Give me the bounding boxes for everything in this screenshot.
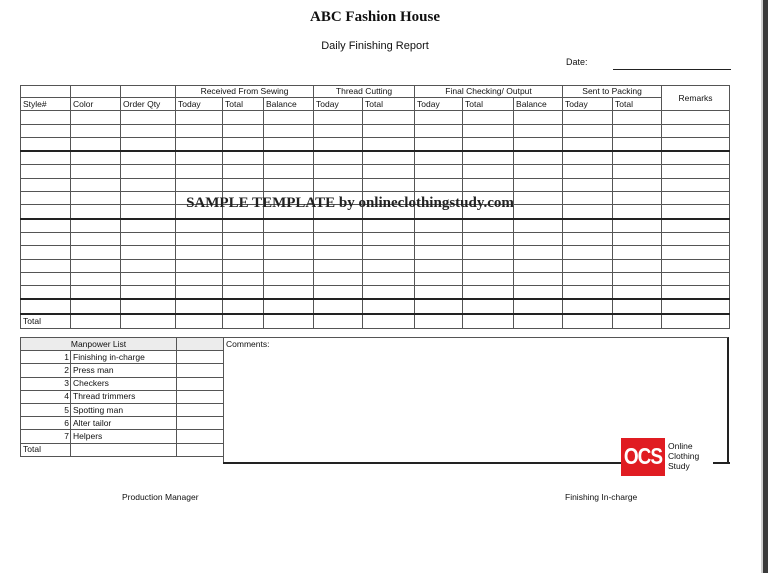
group-final-checking: Final Checking/ Output [415,86,563,98]
table-cell[interactable] [314,124,363,137]
ocs-logo-mark: OCS [623,444,663,470]
table-cell[interactable] [223,111,264,124]
table-cell[interactable] [264,219,314,233]
table-cell[interactable] [71,219,121,233]
manpower-count-cell[interactable] [177,403,224,416]
table-cell[interactable] [613,178,662,191]
table-cell[interactable] [264,232,314,245]
manpower-count-cell[interactable] [177,390,224,403]
table-cell[interactable] [121,124,176,137]
table-cell[interactable] [463,299,514,313]
table-cell[interactable] [415,314,463,329]
table-cell[interactable] [363,151,415,165]
table-cell[interactable] [121,314,176,329]
table-cell[interactable] [21,111,71,124]
table-cell[interactable] [176,137,223,151]
manpower-total-cell[interactable] [177,443,224,456]
table-cell[interactable] [71,151,121,165]
manpower-table [20,337,224,457]
table-cell[interactable] [71,165,121,178]
table-cell[interactable] [363,165,415,178]
manpower-count-cell[interactable] [177,364,224,377]
table-cell[interactable] [71,137,121,151]
ocs-logo [621,438,665,476]
table-cell[interactable] [415,259,463,272]
table-cell[interactable] [121,151,176,165]
col-header: Style# [21,98,71,111]
manpower-row [21,430,224,443]
table-cell[interactable] [563,246,613,259]
table-cell[interactable] [223,137,264,151]
table-cell[interactable] [264,286,314,300]
signature-finishing-in-charge: Finishing In-charge [565,492,638,502]
table-row [21,178,730,191]
manpower-total-blank [71,443,177,456]
table-row [21,246,730,259]
table-cell[interactable] [514,272,563,285]
table-cell[interactable] [363,111,415,124]
table-cell[interactable] [176,165,223,178]
manpower-count-cell[interactable] [177,430,224,443]
table-row [21,259,730,272]
table-cell[interactable] [415,111,463,124]
empty-header-cell [21,86,71,98]
manpower-num: 3 [21,377,71,390]
col-header: Color [71,98,121,111]
table-cell[interactable] [514,259,563,272]
group-received-from-sewing: Received From Sewing [176,86,314,98]
table-cell[interactable] [121,232,176,245]
manpower-row [21,351,224,364]
manpower-total-row [21,443,224,456]
group-header-row [21,86,730,98]
table-cell[interactable] [264,314,314,329]
col-header: Today [415,98,463,111]
ocs-logo-text [668,441,699,471]
table-cell[interactable] [514,124,563,137]
col-header: Balance [514,98,563,111]
table-cell[interactable] [314,299,363,313]
table-cell[interactable] [21,178,71,191]
table-cell[interactable] [176,111,223,124]
table-cell[interactable] [563,151,613,165]
table-cell[interactable] [613,124,662,137]
table-cell[interactable] [363,299,415,313]
table-cell[interactable] [314,286,363,300]
comments-bottom-border [223,462,623,464]
comments-label: Comments: [226,339,270,349]
table-cell[interactable] [563,299,613,313]
table-cell[interactable] [223,272,264,285]
table-row [21,165,730,178]
table-cell[interactable] [176,299,223,313]
table-cell[interactable] [662,124,730,137]
table-row [21,272,730,285]
table-cell[interactable] [314,178,363,191]
table-cell[interactable] [176,219,223,233]
table-cell[interactable] [223,124,264,137]
manpower-role: Helpers [71,430,177,443]
table-cell[interactable] [463,232,514,245]
table-cell[interactable] [613,232,662,245]
table-cell[interactable] [514,137,563,151]
table-cell[interactable] [176,286,223,300]
table-cell[interactable] [223,286,264,300]
table-cell[interactable] [662,246,730,259]
table-cell[interactable] [223,246,264,259]
table-cell[interactable] [662,232,730,245]
table-cell[interactable] [21,219,71,233]
table-cell[interactable] [662,137,730,151]
manpower-row [21,403,224,416]
table-cell[interactable] [264,299,314,313]
table-cell[interactable] [21,151,71,165]
col-header: Today [563,98,613,111]
table-cell[interactable] [264,111,314,124]
table-cell[interactable] [223,232,264,245]
table-cell[interactable] [176,246,223,259]
table-cell[interactable] [563,272,613,285]
table-cell[interactable] [415,178,463,191]
report-title: Daily Finishing Report [321,40,429,52]
col-header: Total [463,98,514,111]
table-cell[interactable] [613,219,662,233]
col-header: Total [223,98,264,111]
table-row [21,124,730,137]
page-edge [763,0,768,573]
table-cell[interactable] [415,232,463,245]
sample-template-watermark: SAMPLE TEMPLATE by onlineclothingstudy.com [186,195,514,211]
table-cell[interactable] [463,137,514,151]
table-cell[interactable] [463,246,514,259]
table-cell[interactable] [415,286,463,300]
table-cell[interactable] [314,232,363,245]
table-cell[interactable] [463,272,514,285]
manpower-role: Checkers [71,377,177,390]
table-cell[interactable] [662,286,730,300]
table-row [21,299,730,313]
table-cell[interactable] [363,286,415,300]
table-row [21,286,730,300]
table-cell[interactable] [415,246,463,259]
manpower-row [21,390,224,403]
table-cell[interactable] [463,286,514,300]
table-row [21,137,730,151]
table-cell[interactable] [613,272,662,285]
manpower-num: 6 [21,417,71,430]
group-thread-cutting: Thread Cutting [314,86,415,98]
table-cell[interactable] [71,259,121,272]
table-cell[interactable] [662,111,730,124]
manpower-num: 7 [21,430,71,443]
table-cell[interactable] [463,111,514,124]
table-cell[interactable] [121,111,176,124]
table-cell[interactable] [662,259,730,272]
table-cell[interactable] [71,232,121,245]
manpower-header: Manpower List [21,338,177,351]
table-cell[interactable] [563,124,613,137]
table-cell[interactable] [223,165,264,178]
table-cell[interactable] [21,137,71,151]
table-cell[interactable] [71,124,121,137]
table-cell[interactable] [613,137,662,151]
table-cell[interactable] [264,165,314,178]
manpower-row [21,417,224,430]
table-cell[interactable] [463,124,514,137]
table-cell[interactable] [415,219,463,233]
table-cell[interactable] [314,272,363,285]
table-cell[interactable] [363,246,415,259]
table-cell[interactable] [514,219,563,233]
group-sent-to-packing: Sent to Packing [563,86,662,98]
table-cell[interactable] [223,219,264,233]
table-cell[interactable] [415,272,463,285]
table-cell[interactable] [363,259,415,272]
table-row [21,151,730,165]
table-cell[interactable] [415,137,463,151]
date-label: Date: [566,57,588,67]
table-cell[interactable] [463,219,514,233]
table-cell[interactable] [563,178,613,191]
table-cell[interactable] [363,219,415,233]
table-cell[interactable] [613,165,662,178]
table-cell[interactable] [415,124,463,137]
table-cell[interactable] [662,151,730,165]
table-cell[interactable] [514,111,563,124]
logo-line-2: Clothing [668,451,700,461]
table-cell[interactable] [21,286,71,300]
empty-header-cell [71,86,121,98]
table-cell[interactable] [514,314,563,329]
col-header: Order Qty [121,98,176,111]
table-cell[interactable] [71,286,121,300]
table-cell[interactable] [121,219,176,233]
table-cell[interactable] [563,219,613,233]
table-cell[interactable] [613,259,662,272]
logo-line-1: Online [668,441,693,451]
remarks-header: Remarks [662,86,730,111]
table-cell[interactable] [121,259,176,272]
table-cell[interactable] [363,232,415,245]
table-cell[interactable] [71,299,121,313]
table-cell[interactable] [363,314,415,329]
table-cell[interactable] [121,246,176,259]
table-cell[interactable] [314,246,363,259]
table-cell[interactable] [514,246,563,259]
table-cell[interactable] [21,124,71,137]
table-cell[interactable] [21,259,71,272]
total-row [21,314,730,329]
table-cell[interactable] [176,259,223,272]
table-body [21,111,730,314]
table-cell[interactable] [21,299,71,313]
table-cell[interactable] [613,286,662,300]
table-cell[interactable] [563,232,613,245]
table-row [21,232,730,245]
table-cell[interactable] [176,314,223,329]
table-cell[interactable] [21,246,71,259]
table-cell[interactable] [314,165,363,178]
table-cell[interactable] [662,299,730,313]
total-label: Total [21,314,71,329]
manpower-row [21,364,224,377]
manpower-role: Press man [71,364,177,377]
table-cell[interactable] [463,178,514,191]
manpower-total-label: Total [21,443,71,456]
table-cell[interactable] [121,272,176,285]
table-cell[interactable] [264,137,314,151]
col-header: Total [363,98,415,111]
table-cell[interactable] [121,165,176,178]
table-cell[interactable] [21,165,71,178]
table-cell[interactable] [314,137,363,151]
table-cell[interactable] [121,299,176,313]
table-cell[interactable] [21,232,71,245]
table-cell[interactable] [463,151,514,165]
table-cell[interactable] [514,286,563,300]
manpower-num: 1 [21,351,71,364]
manpower-num: 2 [21,364,71,377]
table-cell[interactable] [223,299,264,313]
table-cell[interactable] [223,314,264,329]
comments-bottom-border-right [713,462,730,464]
table-cell[interactable] [121,137,176,151]
table-cell[interactable] [314,219,363,233]
table-cell[interactable] [264,178,314,191]
table-cell[interactable] [563,137,613,151]
table-cell[interactable] [613,246,662,259]
table-cell[interactable] [662,314,730,329]
table-cell[interactable] [314,151,363,165]
empty-header-cell [121,86,176,98]
table-cell[interactable] [264,246,314,259]
manpower-role: Finishing in-charge [71,351,177,364]
table-cell[interactable] [363,272,415,285]
table-cell[interactable] [514,151,563,165]
table-cell[interactable] [463,314,514,329]
table-cell[interactable] [662,178,730,191]
table-cell[interactable] [613,111,662,124]
manpower-count-cell[interactable] [177,417,224,430]
table-cell[interactable] [463,259,514,272]
table-cell[interactable] [264,124,314,137]
table-cell[interactable] [264,259,314,272]
table-row [21,219,730,233]
signature-production-manager: Production Manager [122,492,199,502]
table-cell[interactable] [563,111,613,124]
manpower-num: 4 [21,390,71,403]
manpower-row [21,377,224,390]
table-cell[interactable] [71,272,121,285]
column-header-row [21,98,730,111]
table-cell[interactable] [563,286,613,300]
table-cell[interactable] [264,272,314,285]
table-cell[interactable] [662,219,730,233]
table-cell[interactable] [514,232,563,245]
table-cell[interactable] [223,151,264,165]
table-cell[interactable] [71,111,121,124]
table-cell[interactable] [176,124,223,137]
col-header: Today [314,98,363,111]
table-cell[interactable] [176,151,223,165]
table-cell[interactable] [21,272,71,285]
table-cell[interactable] [613,299,662,313]
table-cell[interactable] [223,178,264,191]
table-cell[interactable] [514,178,563,191]
table-cell[interactable] [363,178,415,191]
table-cell[interactable] [514,165,563,178]
table-cell[interactable] [71,314,121,329]
table-cell[interactable] [121,178,176,191]
table-cell[interactable] [71,246,121,259]
company-title: ABC Fashion House [309,9,441,25]
manpower-count-cell[interactable] [177,377,224,390]
table-cell[interactable] [176,272,223,285]
manpower-role: Alter tailor [71,417,177,430]
table-cell[interactable] [563,259,613,272]
col-header: Balance [264,98,314,111]
manpower-role: Thread trimmers [71,390,177,403]
table-cell[interactable] [514,299,563,313]
table-cell[interactable] [662,165,730,178]
table-cell[interactable] [415,165,463,178]
table-cell[interactable] [314,111,363,124]
logo-line-3: Study [668,461,690,471]
table-cell[interactable] [264,151,314,165]
table-cell[interactable] [176,232,223,245]
table-cell[interactable] [314,314,363,329]
table-cell[interactable] [223,259,264,272]
table-cell[interactable] [363,124,415,137]
table-cell[interactable] [415,151,463,165]
table-cell[interactable] [415,299,463,313]
table-cell[interactable] [121,286,176,300]
manpower-header-blank [177,338,224,351]
date-field-line [613,69,731,70]
table-cell[interactable] [176,178,223,191]
table-cell[interactable] [563,165,613,178]
manpower-role: Spotting man [71,403,177,416]
table-cell[interactable] [613,151,662,165]
table-cell[interactable] [563,314,613,329]
table-cell[interactable] [71,178,121,191]
table-cell[interactable] [613,314,662,329]
manpower-count-cell[interactable] [177,351,224,364]
table-cell[interactable] [314,259,363,272]
table-cell[interactable] [662,272,730,285]
table-row [21,111,730,124]
col-header: Total [613,98,662,111]
table-cell[interactable] [463,165,514,178]
table-cell[interactable] [363,137,415,151]
col-header: Today [176,98,223,111]
manpower-num: 5 [21,403,71,416]
